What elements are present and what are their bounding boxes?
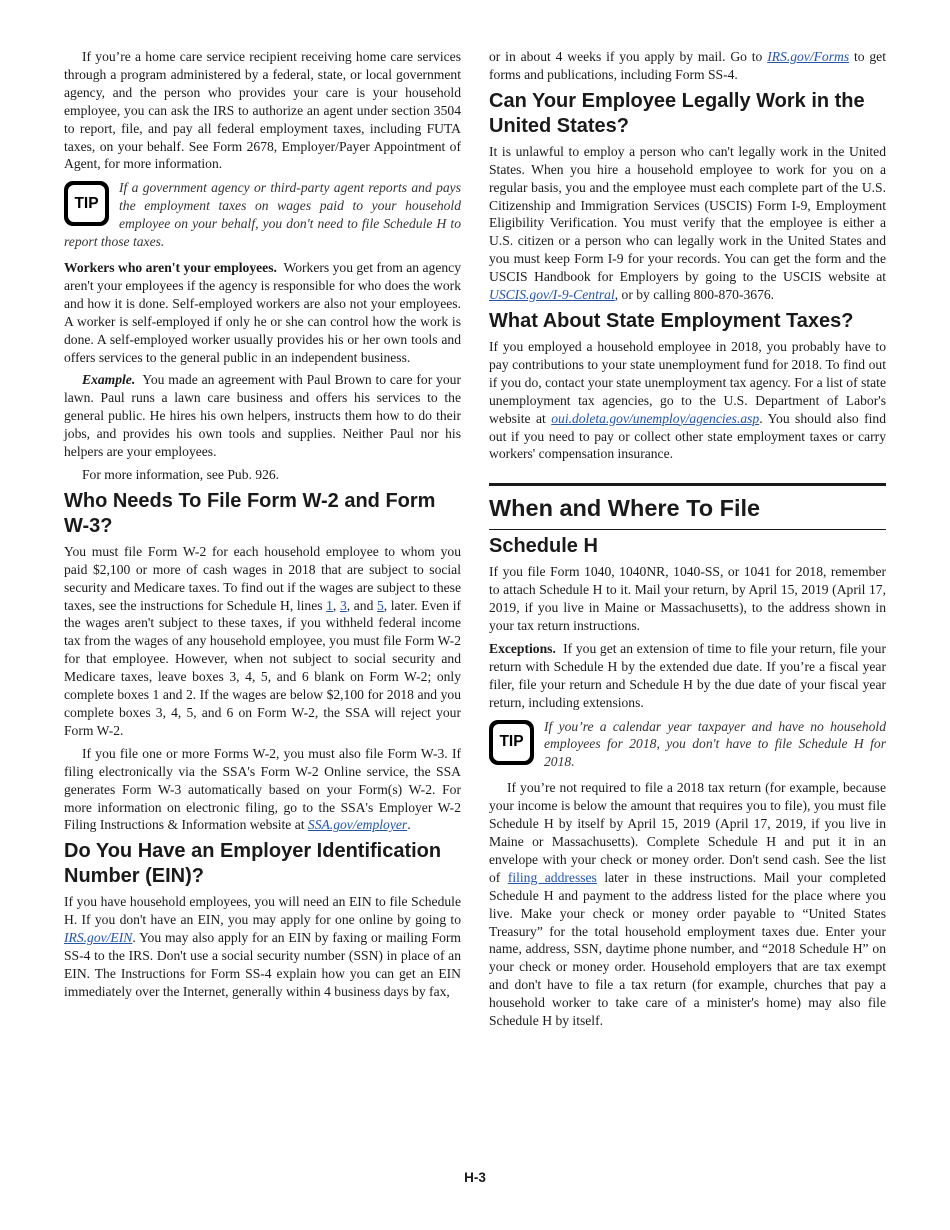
home-care-paragraph: If you’re a home care service recipient receiving home care services through a program administered by a federal, state, or local government agency, and the person who provides your care is your household employee, you can ask the IRS to authorize an agent under section 3504 to report, file, and pay all federal employment taxes, including FUTA taxes, on your behalf. See Form 2678, Employer/Payer Appointment of Agent, for more information. xyxy=(64,49,461,172)
w3-paragraph: If you file one or more Forms W-2, you must also file Form W-3. If filing electronically via the SSA's Form W-2 Online service, the SSA generates Form W-3 automatically based on your Form(s) W-2. For more information on electronic filing, go to the SSA's Employer W-2 Filing Instructions & Information website at SSA.gov/employer. xyxy=(64,745,461,833)
tip-icon: TIP xyxy=(64,181,109,226)
tip-box-agent xyxy=(64,179,461,251)
ssa-employer-link[interactable]: SSA.gov/employer xyxy=(307,817,408,833)
example-paragraph: Example. You made an agreement with Paul Brown to care for your lawn. Paul runs a lawn care business and offers his services to the general public. He hires his own helpers, instructs them how to do their jobs, and provides his own tools and supplies. Neither Paul nor his helpers are your employees. xyxy=(64,372,461,460)
heading-w2-w3: Who Needs To File Form W-2 and Form W-3? xyxy=(64,489,436,537)
line-5-link[interactable]: 5 xyxy=(376,597,384,613)
tip-box-calendar-year xyxy=(489,718,886,772)
more-info-paragraph: For more information, see Pub. 926. xyxy=(82,466,280,482)
line-1-link[interactable]: 1 xyxy=(326,597,333,613)
heading-schedule-h: Schedule H xyxy=(489,535,598,558)
tip-icon: TIP xyxy=(489,720,534,765)
irs-forms-link[interactable]: IRS.gov/Forms xyxy=(767,49,850,64)
heading-ein: Do You Have an Employer Identification Number (EIN)? xyxy=(64,840,442,888)
left-column xyxy=(64,48,461,1006)
page-number: H-3 xyxy=(464,1170,486,1185)
uscis-i9-link[interactable]: USCIS.gov/I-9-Central xyxy=(489,287,615,303)
forms-continuation-paragraph: or in about 4 weeks if you apply by mail. Go to IRS.gov/Forms to get forms and publications, including Form SS-4. xyxy=(489,49,886,82)
tip-text: If you’re a calendar year taxpayer and have no household employees for 2018, you don't have to file Schedule H for 2018. xyxy=(544,718,886,770)
heading-when-where: When and Where To File xyxy=(489,494,886,530)
exceptions-paragraph: Exceptions. If you get an extension of time to file your return, file your return with Schedule H by the extended due date. If you’re a fiscal year filer, file your return and Schedule H by the due date of your fiscal year return, including extensions. xyxy=(489,640,886,710)
schedule-h-paragraph: If you file Form 1040, 1040NR, 1040-SS, or 1041 for 2018, remember to attach Schedule H to it. Mail your return, by April 15, 2019 (April 17, 2019, if you live in Maine or Massachusetts), to the address shown in your tax return instructions. xyxy=(489,564,886,634)
w2-paragraph: You must file Form W-2 for each household employee to whom you paid $2,100 or more of cash wages in 2018 that are subject to social security and Medicare taxes. To find out if the wages are subject to these taxes, see the instructions for Schedule H, lines 1, 3, and 5, later. Even if the wages aren't subject to these taxes, if you withheld federal income tax from the wages of any household employee, you must file Form W-2 for that employee. However, when not subject to social security and Medicare taxes, leave boxes 3, 4, 5, and 6 blank on Form W-2; only complete boxes 1 and 2. If the wages are below $2,100 for 2018 and you complete boxes 3, 4, 5, and 6 on Form W-2, the SSA will reject your Form W-2. xyxy=(64,543,462,738)
workers-lead: Workers who aren't your employees. xyxy=(64,259,277,275)
section-divider xyxy=(489,483,886,486)
legal-work-paragraph: It is unlawful to employ a person who can't legally work in the United States. When you hire a household employee to work for you on a regular basis, you and the employee must each complete part of the U.S. Citizenship and Immigration Services (USCIS) Form I-9, Employment Eligibility Verification. You must verify that the employee is either a U.S. citizen or a person who can legally work in the United States and you must keep Form I-9 for your records. You can get the form and the USCIS Handbook for Employers by going to the USCIS website at USCIS.gov/I-9-Central, or by calling 800-870-3676. xyxy=(489,143,886,303)
example-lead: Example. xyxy=(82,372,136,388)
workers-paragraph: Workers who aren't your employees. Workers you get from an agency aren't your employees if the agency is responsible for who does the work and how it is done. Self-employed workers are also not your employees. A worker is self-employed if only he or she can control how the work is done. A self-employed worker usually provides his or her own tools and offers services to the general public in an independent business. xyxy=(64,259,462,365)
state-taxes-paragraph: If you employed a household employee in 2018, you probably have to pay contributions to your state unemployment fund for 2018. To find out if you do, contact your state unemployment tax agency. For a list of state unemployment tax agencies, go to the U.S. Department of Labor's website at oui.doleta.gov/unemploy/agencies.asp. You should also find out if you need to pay or collect other state employment taxes or carry workers' compensation insurance. xyxy=(489,338,886,462)
exceptions-lead: Exceptions. xyxy=(489,640,556,656)
tip-text: If a government agency or third-party agent reports and pays the employment taxes on wages paid to your household employee on your behalf, you don't need to file Schedule H to report those taxes. xyxy=(64,180,461,250)
not-required-paragraph: If you’re not required to file a 2018 tax return (for example, because your income is below the amount that requires you to file), you must file Schedule H by itself by April 15, 2019 (April 17, 2019, if you live in Maine or Massachusetts). Complete Schedule H and put it in an envelope with your check or money order. Don't send cash. See the list of filing addresses later in these instructions. Mail your completed Schedule H and payment to the address listed for the place where you live. Make your check or money order payable to “United States Treasury” for the total household employment taxes due. Enter your name, address, SSN, daytime phone number, and “2018 Schedule H” on your check or money order. Household employers that are tax exempt and don't have to file a tax return (for example, churches that pay a household worker to take care of a minister's home) may also file Schedule H by itself. xyxy=(489,780,886,1029)
doleta-agencies-link[interactable]: oui.doleta.gov/unemploy/agencies.asp xyxy=(551,410,760,426)
heading-legal-work: Can Your Employee Legally Work in the United States? xyxy=(489,89,865,137)
line-3-link[interactable]: 3 xyxy=(339,597,347,613)
ein-paragraph: If you have household employees, you will need an EIN to file Schedule H. If you don't have an EIN, you may apply for one online by going to IRS.gov/EIN. You may also apply for an EIN by faxing or mailing Form SS-4 to the IRS. Don't use a social security number (SSN) in place of an EIN. The Instructions for Form SS-4 explain how you can get an EIN immediately over the Internet, generally within 4 business days by fax, xyxy=(64,894,461,999)
right-column xyxy=(489,48,886,1035)
irs-ein-link[interactable]: IRS.gov/EIN xyxy=(64,930,133,946)
heading-state-taxes: What About State Employment Taxes? xyxy=(489,309,854,332)
filing-addresses-link[interactable]: filing addresses xyxy=(507,869,597,885)
